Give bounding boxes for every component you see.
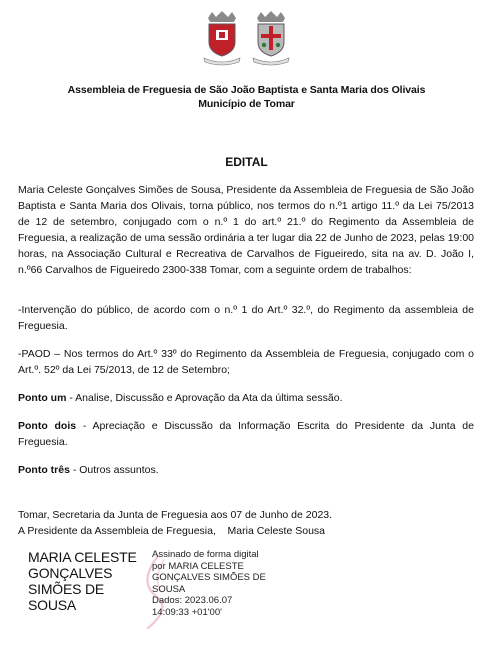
agenda-item-3-text: - Outros assuntos. bbox=[69, 464, 159, 476]
agenda-item-2 bbox=[18, 418, 474, 450]
signature-info-line: Dados: 2023.06.07 bbox=[152, 595, 233, 606]
intro-paragraph: Maria Celeste Gonçalves Simões de Sousa, Presidente da Assembleia de Freguesia de São João Baptista e Santa Maria dos Olivais, torna público, nos termos do n.º1 artigo 11.º da Lei 75/2013 de 12 de setembro, conjugado com o n.º 1 do art.º 21.º do Regimento da Assembleia de Freguesia, a realização de uma sessão ordinária a ter lugar dia 22 de Junho de 2023, pelas 19:00 horas, na Associação Cultural e Recreativa de Carvalhos de Figueiredo, sita na av. D. João I, n.º66 Carvalhos de Figueiredo 2300-338 Tomar, com a seguinte ordem de trabalhos: bbox=[18, 184, 474, 276]
document-header bbox=[40, 83, 453, 111]
signature-info-line: GONÇALVES SIMÕES DE bbox=[152, 572, 266, 583]
agenda-item-2-text: - Apreciação e Discussão da Informação Escrita do Presidente da Junta de Freguesia. bbox=[18, 420, 474, 448]
agenda-item-1-text: - Analise, Discussão e Aprovação da Ata da última sessão. bbox=[66, 392, 343, 404]
agenda-item-3 bbox=[18, 462, 474, 478]
agenda-item-1 bbox=[18, 390, 474, 406]
signature-info-line: SOUSA bbox=[152, 583, 186, 595]
header-assembly-name: Assembleia de Freguesia de São João Baptista e Santa Maria dos Olivais bbox=[67, 84, 426, 96]
signature-name-line: SOUSA bbox=[28, 597, 77, 613]
agenda-item-1-label: Ponto um bbox=[18, 392, 67, 404]
paod-paragraph: -PAOD – Nos termos do Art.º 33º do Regimento da Assembleia de Freguesia, conjugado com o Art.º. 52º da Lei 75/2013, de 12 de Setembro; bbox=[18, 348, 474, 376]
signature-name-line: MARIA CELESTE bbox=[28, 549, 137, 565]
signature-info-line: 14:09:33 +01'00' bbox=[152, 606, 222, 618]
signature-name-line: GONÇALVES bbox=[28, 565, 113, 581]
signature-info-line: por MARIA CELESTE bbox=[152, 560, 244, 572]
digital-signature-details bbox=[152, 549, 312, 618]
agenda-item-2-label: Ponto dois bbox=[18, 420, 77, 432]
signature-info-line: Assinado de forma digital bbox=[152, 549, 259, 560]
coat-of-arms-right-icon bbox=[251, 8, 291, 68]
header-crests bbox=[0, 8, 493, 70]
place-and-date: Tomar, Secretaria da Junta de Freguesia aos 07 de Junho de 2023. bbox=[18, 509, 333, 521]
coat-of-arms-left-icon bbox=[202, 8, 242, 68]
page-title: EDITAL bbox=[225, 155, 268, 169]
intervention-paragraph: -Intervenção do público, de acordo com o n.º 1 do Art.º 32.º, do Regimento da assembleia de Freguesia. bbox=[18, 304, 474, 332]
signature-name-line: SIMÕES DE bbox=[28, 581, 104, 597]
agenda-item-3-label: Ponto três bbox=[18, 464, 70, 476]
header-municipality: Município de Tomar bbox=[198, 98, 295, 110]
signatory-line: A Presidente da Assembleia de Freguesia, Maria Celeste Sousa bbox=[18, 525, 326, 537]
